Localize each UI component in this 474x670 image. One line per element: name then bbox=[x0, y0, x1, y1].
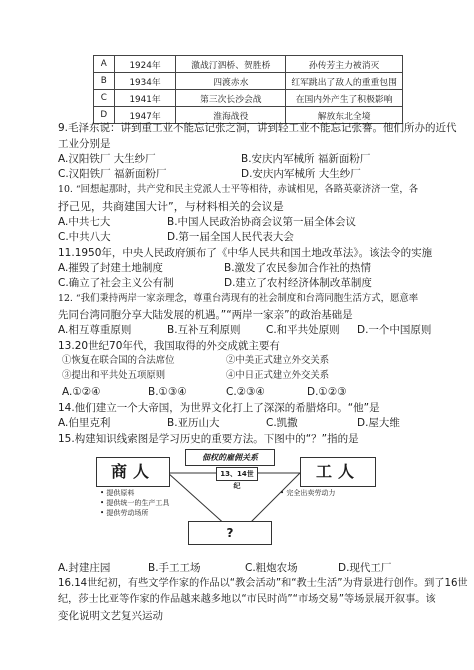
question-12-option-a: A.相互尊重原则 bbox=[58, 324, 132, 336]
question-11-stem: 11.1950年，中央人民政府颁布了《中华人民共和国土地改革法》。该法令的实施 bbox=[58, 247, 433, 259]
question-11-option-b: B.激发了农民参加合作社的热情 bbox=[224, 262, 372, 274]
left-item-1: • 提供原料 bbox=[100, 489, 135, 497]
question-11-option-a: A.摧毁了封建土地制度 bbox=[58, 262, 163, 274]
question-11-option-d: D.建立了农村经济体制改革制度 bbox=[224, 277, 372, 289]
question-14-option-c: C.凯撒 bbox=[266, 417, 298, 429]
question-13-item-1: ①恢复在联合国的合法席位 bbox=[62, 355, 175, 366]
question-10-stem-cont: 抒己见，共商建国大计”，与材料相关的会议是 bbox=[58, 200, 284, 213]
question-16-line-3: 变化说明文艺复兴运动 bbox=[58, 610, 163, 622]
question-10-option-c: C.中共八大 bbox=[58, 231, 111, 243]
question-9-option-c: C.汉阳铁厂 福新面粉厂 bbox=[58, 168, 167, 180]
question-12-stem: 12. “我们秉持两岸一家亲理念，尊重台湾现有的社会制度和台湾同胞生活方式，愿意率 bbox=[58, 293, 419, 304]
question-13-item-4: ④中日正式建立外交关系 bbox=[226, 370, 330, 381]
question-11-option-c: C.确立了社会主义公有制 bbox=[58, 277, 174, 289]
question-12-stem-cont: 先同台湾同胞分享大陆发展的机遇。”“两岸一家亲”的政治基础是 bbox=[58, 309, 353, 321]
question-15-option-c: C.粗炮农场 bbox=[245, 562, 298, 574]
left-item-2: • 提供统一的生产工具 bbox=[100, 499, 170, 507]
question-16-line-2: 纪，莎士比亚等作家的作品越来越多地以“市民时尚”“市场交易”等场景展开叙事。该 bbox=[58, 594, 436, 605]
question-13-option-c: C.②③④ bbox=[226, 386, 265, 398]
question-13-stem: 13.20世纪70年代，我国取得的外交成就主要有 bbox=[58, 340, 280, 352]
left-item-3: • 提供劳动场所 bbox=[100, 509, 149, 517]
table-row: B 1934年 四渡赤水 红军跳出了敌人的重重包围 bbox=[94, 73, 403, 90]
merchant-box: 商人 bbox=[96, 457, 170, 487]
question-9-stem-cont: 工业分别是 bbox=[58, 138, 111, 150]
connector-line bbox=[246, 473, 300, 527]
connector-line bbox=[168, 473, 228, 527]
question-10-stem: 10. “回想起那时，共产党和民主党派人士平等相待，赤诚相见，各路英豪济济一堂，各 bbox=[58, 184, 419, 195]
question-15-option-d: D.现代工厂 bbox=[338, 562, 392, 574]
question-13-option-d: D.①②③ bbox=[307, 386, 347, 398]
question-mark-box: ? bbox=[188, 521, 272, 545]
question-9-stem: 9.毛泽东说：讲到重工业不能忘记张之洞，讲到轻工业不能忘记张謇。他们所办的近代 bbox=[58, 122, 457, 134]
question-10-option-d: D.第一届全国人民代表大会 bbox=[167, 231, 294, 243]
question-13-option-a: A.①②④ bbox=[62, 386, 101, 398]
question-15-stem: 15.构建知识线索图是学习历史的重要方法。下图中的“？”指的是 bbox=[58, 433, 359, 445]
question-14-option-d: D.屋大维 bbox=[357, 417, 400, 429]
question-10-option-a: A.中共七大 bbox=[58, 216, 111, 228]
question-9-option-a: A.汉阳铁厂 大生纱厂 bbox=[58, 153, 156, 165]
question-13-option-b: B.①③④ bbox=[148, 386, 187, 398]
question-12-option-d: D.一个中国原则 bbox=[357, 324, 432, 336]
question-12-option-c: C.和平共处原则 bbox=[266, 324, 340, 336]
answer-table bbox=[93, 55, 403, 124]
question-15-option-b: B.手工工场 bbox=[148, 562, 201, 574]
right-item-1: • 完全出卖劳动力 bbox=[280, 489, 336, 497]
worker-box: 工人 bbox=[300, 457, 376, 487]
question-9-option-b: B.安庆内军械所 福新面粉厂 bbox=[241, 153, 371, 165]
century-label: 13、14世纪 bbox=[216, 467, 258, 481]
question-14-stem: 14.他们建立一个大帝国，为世界文化打上了深深的希腊烙印。“他”是 bbox=[58, 402, 380, 414]
relation-header: 佃权的雇佣关系 bbox=[185, 449, 275, 466]
table-row: C 1941年 第三次长沙会战 在国内外产生了积极影响 bbox=[94, 90, 403, 107]
table-row: D 1947年 淮海战役 解放东北全境 bbox=[94, 107, 403, 124]
table-row: A 1924年 激战汀泗桥、贺胜桥 孙传芳主力被消灭 bbox=[94, 56, 403, 73]
question-10-option-b: B.中国人民政治协商会议第一届全体会议 bbox=[167, 216, 357, 228]
question-13-item-3: ③提出和平共处五项原则 bbox=[62, 370, 166, 381]
question-12-option-b: B.互补互利原则 bbox=[167, 324, 241, 336]
knowledge-diagram bbox=[96, 449, 376, 549]
question-15-option-a: A.封建庄园 bbox=[58, 562, 111, 574]
question-9-option-d: D.安庆内军械所 大生纱厂 bbox=[241, 168, 361, 180]
question-16-line-1: 16.14世纪初，有些文学作家的作品以“教会活动”和“教士生活”为背景进行创作。到了16世 bbox=[58, 578, 468, 589]
question-14-option-a: A.伯里克利 bbox=[58, 417, 111, 429]
question-14-option-b: B.亚历山大 bbox=[167, 417, 220, 429]
question-13-item-2: ②中美正式建立外交关系 bbox=[226, 355, 330, 366]
